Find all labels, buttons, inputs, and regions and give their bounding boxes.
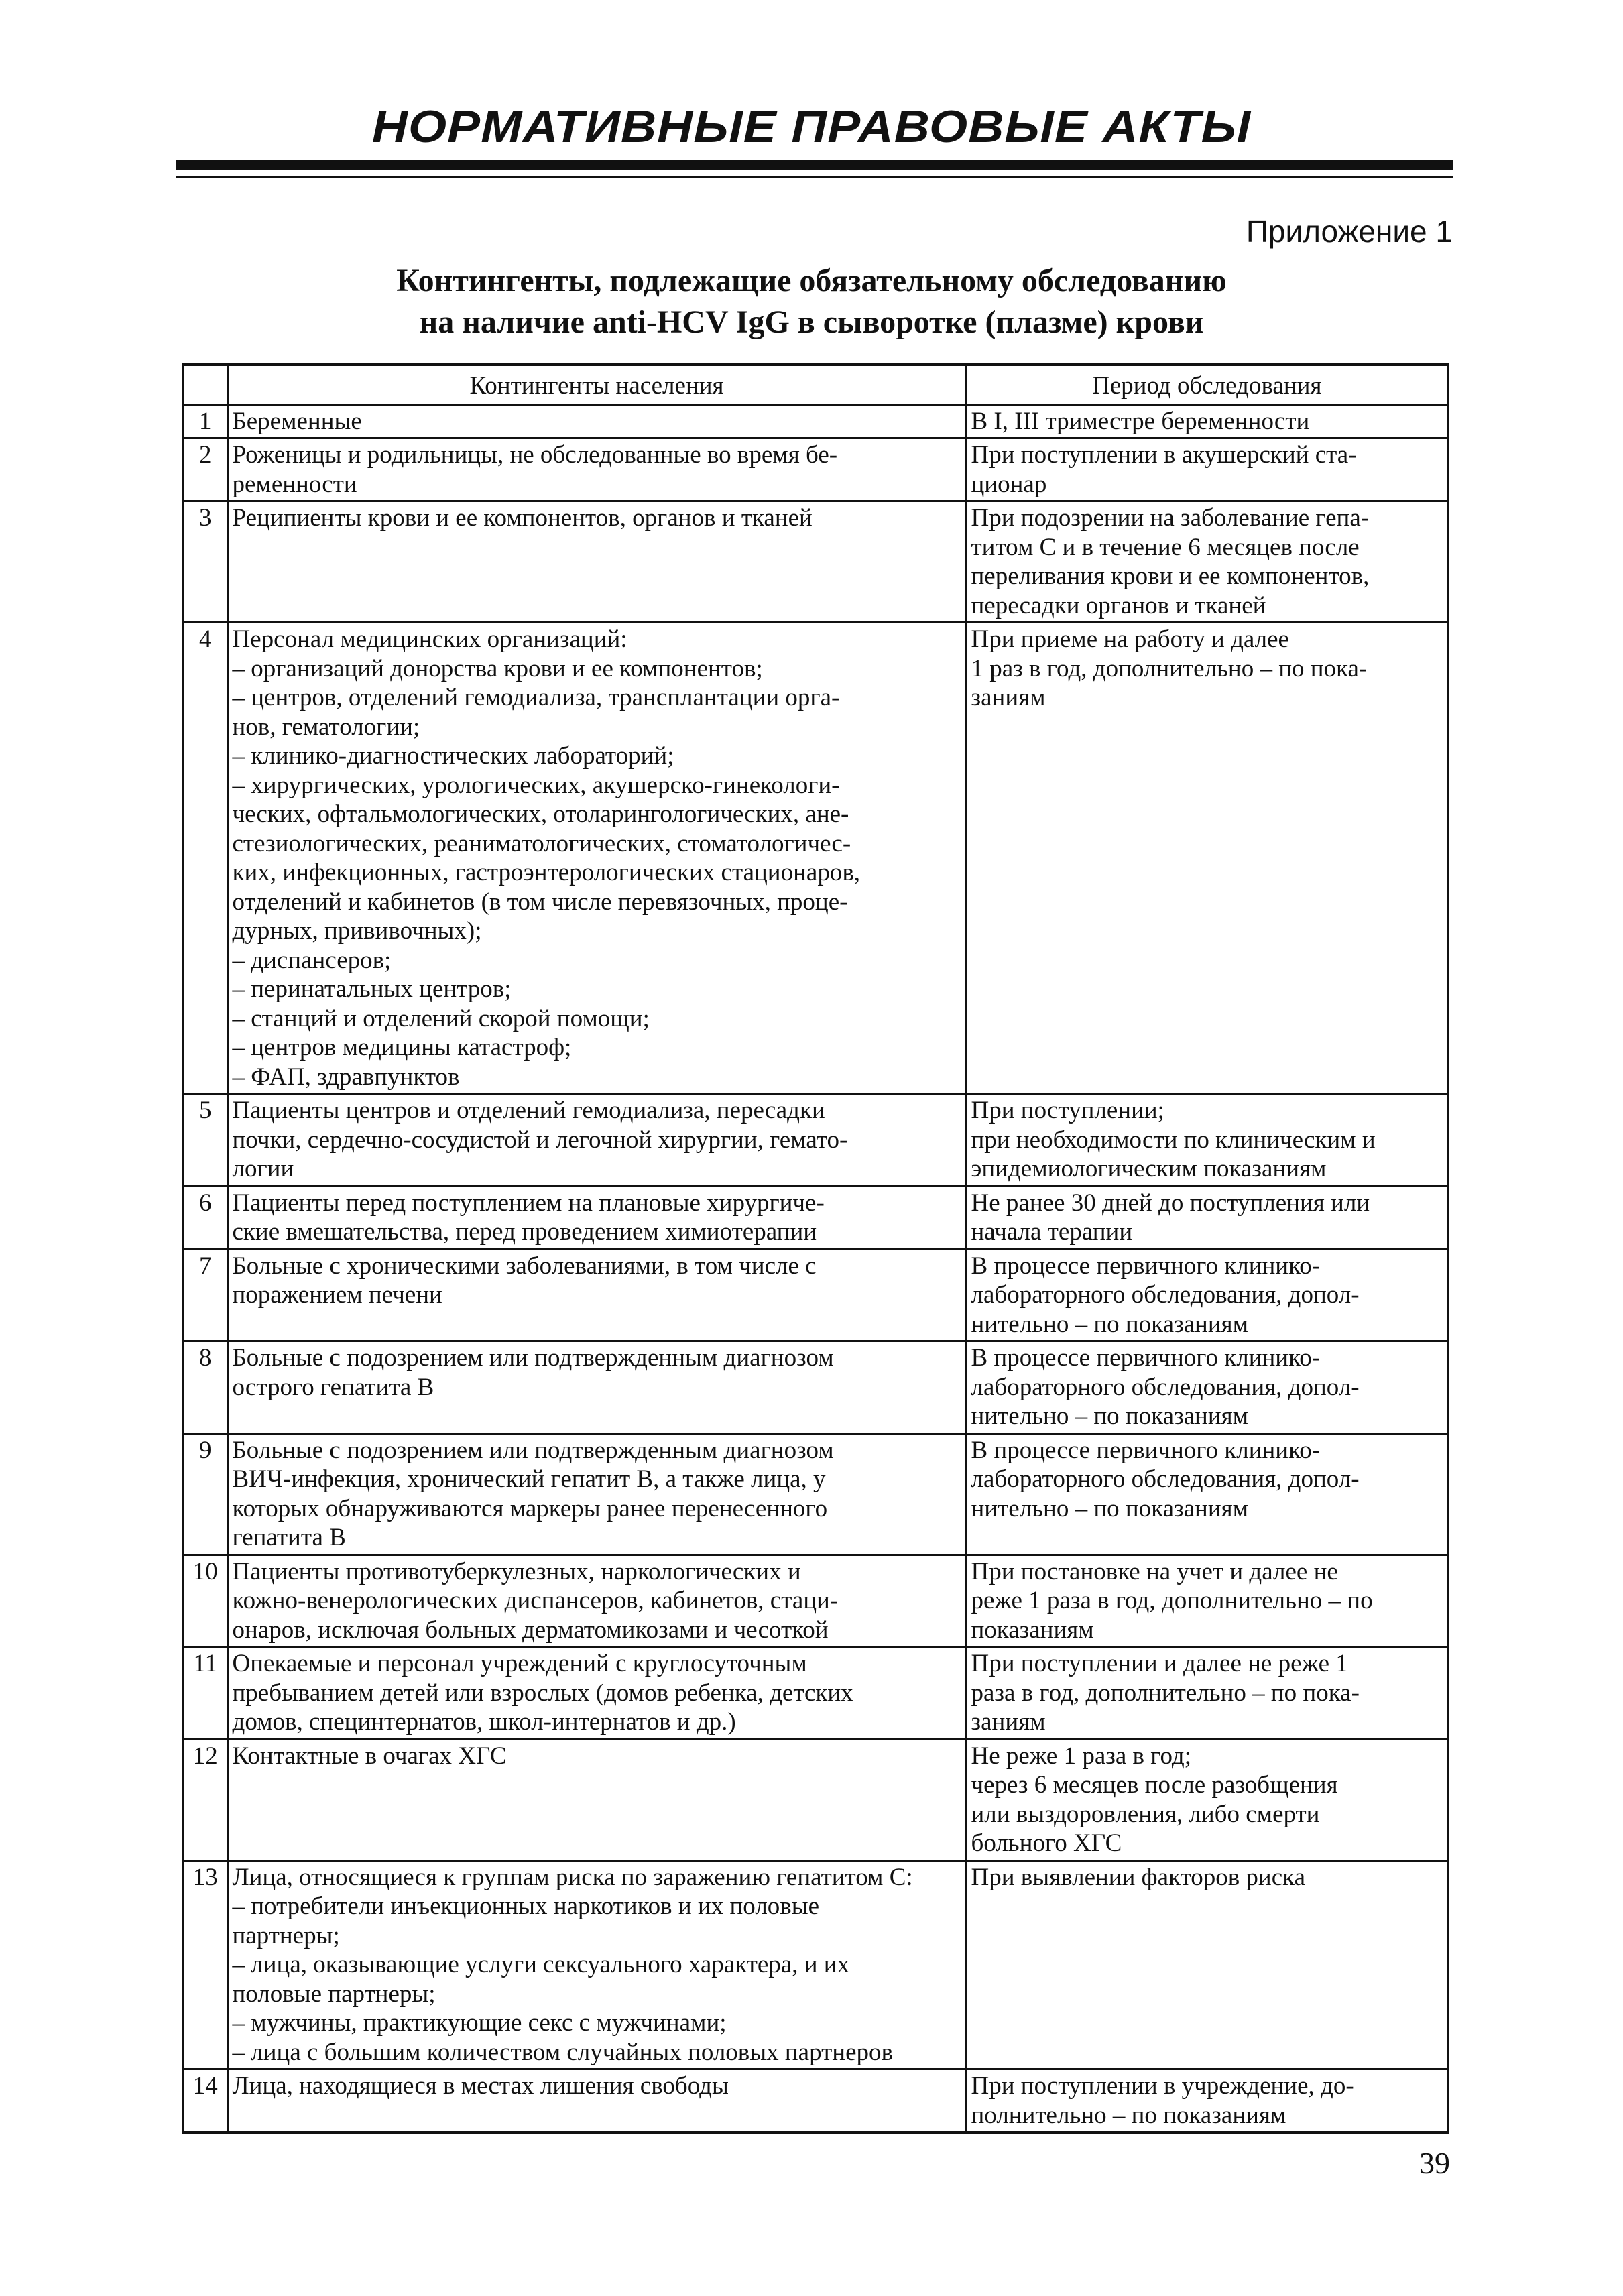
contingent-line: онаров, исключая больных дерматомикозами и чесоткой — [232, 1616, 829, 1644]
table-row — [183, 1341, 1448, 1434]
table-header-row — [183, 365, 1448, 404]
contingent-line: Больные с подозрением или подтвержденным диагнозом — [232, 1436, 834, 1464]
period-line: пересадки органов и тканей — [971, 591, 1266, 619]
contingent-line: Роженицы и родильницы, не обследованные во время бе- — [232, 441, 838, 469]
header-rule-thin — [176, 176, 1453, 178]
period-line: или выздоровления, либо смерти — [971, 1800, 1320, 1828]
contingent-cell — [227, 1186, 966, 1249]
contingent-line: отделений и кабинетов (в том числе перевязочных, проце- — [232, 888, 848, 916]
period-line: 1 раз в год, дополнительно – по пока- — [971, 654, 1368, 682]
period-line: лабораторного обследования, допол- — [971, 1373, 1360, 1401]
table-row — [183, 1555, 1448, 1647]
period-line: переливания крови и ее компонентов, — [971, 562, 1370, 590]
contingent-line: Реципиенты крови и ее компонентов, органов и тканей — [232, 504, 813, 532]
contingent-line: Лица, находящиеся в местах лишения свободы — [232, 2072, 729, 2100]
period-line: При выявлении факторов риска — [971, 1863, 1305, 1891]
contingent-line: ких, инфекционных, гастроэнтерологических стационаров, — [232, 859, 861, 886]
row-number: 10 — [183, 1555, 227, 1647]
contingent-line: домов, специнтернатов, школ-интернатов и др.) — [232, 1708, 736, 1736]
contingent-line: острого гепатита В — [232, 1373, 434, 1401]
contingent-line: пребыванием детей или взрослых (домов ребенка, детских — [232, 1679, 853, 1707]
contingent-line: Персонал медицинских организаций: — [232, 625, 627, 653]
contingent-line: – ФАП, здравпунктов — [232, 1063, 460, 1091]
contingent-line: которых обнаруживаются маркеры ранее перенесенного — [232, 1494, 828, 1522]
contingent-line: – центров, отделений гемодиализа, трансплантации орга- — [232, 684, 840, 711]
row-number: 2 — [183, 438, 227, 501]
row-number: 4 — [183, 623, 227, 1094]
contingent-line: стезиологических, реаниматологических, стоматологичес- — [232, 829, 851, 857]
document-title-line-2: на наличие anti-HCV IgG в сыворотке (плазме) крови — [419, 304, 1204, 340]
page-number: 39 — [1419, 2146, 1450, 2180]
contingent-line: кожно-венерологических диспансеров, кабинетов, стаци- — [232, 1587, 839, 1614]
period-line: При поступлении в акушерский ста- — [971, 441, 1357, 469]
contingent-line: ские вмешательства, перед проведением химиотерапии — [232, 1218, 817, 1246]
period-line: Не реже 1 раза в год; — [971, 1742, 1192, 1770]
period-cell — [966, 2069, 1448, 2133]
contingent-line: – клинико-диагностических лабораторий; — [232, 742, 674, 770]
contingent-cell — [227, 1555, 966, 1647]
contingent-cell — [227, 404, 966, 438]
period-cell — [966, 623, 1448, 1094]
period-line: В процессе первичного клинико- — [971, 1344, 1321, 1372]
contingents-table — [182, 363, 1449, 2134]
period-cell — [966, 404, 1448, 438]
contingent-line: гепатита В — [232, 1524, 346, 1551]
section-header-title: НОРМАТИВНЫЕ ПРАВОВЫЕ АКТЫ — [371, 101, 1252, 152]
period-line: заниям — [971, 1708, 1046, 1736]
table-body — [183, 404, 1448, 2132]
contingents-table-wrapper — [182, 363, 1447, 2134]
contingent-line: Пациенты перед поступлением на плановые хирургиче- — [232, 1189, 825, 1217]
contingent-line: – лица, оказывающие услуги сексуального характера, и их — [232, 1951, 850, 1978]
period-line: нительно – по показаниям — [971, 1494, 1249, 1522]
period-line: При подозрении на заболевание гепа- — [971, 504, 1370, 532]
contingent-cell — [227, 1249, 966, 1341]
period-line: больного ХГС — [971, 1829, 1122, 1857]
header-rule-thick — [176, 160, 1453, 170]
row-number: 13 — [183, 1860, 227, 2069]
contingent-line: Больные с хроническими заболеваниями, в том числе с — [232, 1252, 817, 1280]
contingent-line: Пациенты центров и отделений гемодиализа, пересадки — [232, 1097, 825, 1124]
period-line: При поступлении; — [971, 1097, 1164, 1124]
contingent-line: партнеры; — [232, 1921, 340, 1949]
contingent-line: Опекаемые и персонал учреждений с круглосуточным — [232, 1650, 807, 1677]
row-number: 8 — [183, 1341, 227, 1434]
table-row — [183, 1647, 1448, 1740]
contingent-cell — [227, 623, 966, 1094]
contingent-line: – хирургических, урологических, акушерско-гинекологи- — [232, 771, 840, 799]
table-row — [183, 623, 1448, 1094]
header-number — [183, 365, 227, 404]
period-cell — [966, 501, 1448, 623]
document-title-line-1: Контингенты, подлежащие обязательному обследованию — [396, 263, 1227, 298]
period-cell — [966, 438, 1448, 501]
table-row — [183, 1094, 1448, 1187]
period-line: через 6 месяцев после разобщения — [971, 1771, 1338, 1799]
table-row — [183, 2069, 1448, 2133]
contingent-line: Беременные — [232, 407, 362, 435]
period-cell — [966, 1739, 1448, 1860]
period-line: реже 1 раза в год, дополнительно – по — [971, 1587, 1373, 1614]
period-cell — [966, 1186, 1448, 1249]
contingent-cell — [227, 1433, 966, 1555]
period-line: Не ранее 30 дней до поступления или — [971, 1189, 1370, 1217]
contingent-cell — [227, 438, 966, 501]
period-cell — [966, 1433, 1448, 1555]
period-line: лабораторного обследования, допол- — [971, 1281, 1360, 1309]
period-line: начала терапии — [971, 1218, 1133, 1246]
row-number: 11 — [183, 1647, 227, 1740]
table-row — [183, 1249, 1448, 1341]
row-number: 5 — [183, 1094, 227, 1187]
row-number: 14 — [183, 2069, 227, 2133]
contingent-cell — [227, 2069, 966, 2133]
period-line: нительно – по показаниям — [971, 1310, 1249, 1338]
period-cell — [966, 1341, 1448, 1434]
contingent-cell — [227, 1860, 966, 2069]
contingent-line: – диспансеров; — [232, 946, 392, 974]
contingent-line: – перинатальных центров; — [232, 975, 512, 1003]
row-number: 6 — [183, 1186, 227, 1249]
period-line: при необходимости по клиническим и — [971, 1126, 1376, 1154]
contingent-cell — [227, 1647, 966, 1740]
period-line: При поступлении и далее не реже 1 — [971, 1650, 1348, 1677]
table-row — [183, 1860, 1448, 2069]
period-line: В процессе первичного клинико- — [971, 1252, 1321, 1280]
contingent-line: нов, гематологии; — [232, 713, 420, 741]
period-cell — [966, 1249, 1448, 1341]
contingent-line: – центров медицины катастроф; — [232, 1034, 572, 1061]
table-row — [183, 501, 1448, 623]
period-line: показаниям — [971, 1616, 1094, 1644]
period-line: полнительно – по показаниям — [971, 2101, 1286, 2129]
period-line: В I, III триместре беременности — [971, 407, 1310, 435]
contingent-line: – лица с большим количеством случайных половых партнеров — [232, 2038, 893, 2066]
contingent-line: Пациенты противотуберкулезных, наркологических и — [232, 1557, 801, 1585]
period-line: ционар — [971, 470, 1047, 498]
period-line: нительно – по показаниям — [971, 1402, 1249, 1430]
contingent-line: ВИЧ-инфекция, хронический гепатит В, а также лица, у — [232, 1465, 826, 1493]
period-cell — [966, 1860, 1448, 2069]
header-period: Период обследования — [966, 365, 1448, 404]
period-line: При поступлении в учреждение, до- — [971, 2072, 1354, 2100]
contingent-cell — [227, 1094, 966, 1187]
period-line: В процессе первичного клинико- — [971, 1436, 1321, 1464]
period-line: При постановке на учет и далее не — [971, 1557, 1338, 1585]
appendix-label: Приложение 1 — [1246, 214, 1453, 249]
contingent-line: ременности — [232, 470, 357, 498]
contingent-line: поражением печени — [232, 1281, 442, 1309]
contingent-line: логии — [232, 1155, 294, 1183]
table-row — [183, 438, 1448, 501]
contingent-line: половые партнеры; — [232, 1980, 436, 2008]
contingent-cell — [227, 1341, 966, 1434]
table-row — [183, 1186, 1448, 1249]
table-row — [183, 404, 1448, 438]
contingent-line: – потребители инъекционных наркотиков и их половые — [232, 1892, 820, 1920]
period-line: эпидемиологическим показаниям — [971, 1155, 1327, 1183]
contingent-line: дурных, прививочных); — [232, 917, 482, 945]
period-cell — [966, 1094, 1448, 1187]
period-line: титом С и в течение 6 месяцев после — [971, 533, 1360, 561]
table-row — [183, 1739, 1448, 1860]
row-number: 1 — [183, 404, 227, 438]
row-number: 7 — [183, 1249, 227, 1341]
period-line: При приеме на работу и далее — [971, 625, 1289, 653]
row-number: 9 — [183, 1433, 227, 1555]
row-number: 3 — [183, 501, 227, 623]
contingent-line: ческих, офтальмологических, отоларингологических, ане- — [232, 800, 849, 828]
contingent-cell — [227, 1739, 966, 1860]
contingent-line: Лица, относящиеся к группам риска по заражению гепатитом С: — [232, 1863, 913, 1891]
contingent-line: почки, сердечно-сосудистой и легочной хирургии, гемато- — [232, 1126, 848, 1154]
period-cell — [966, 1555, 1448, 1647]
contingent-cell — [227, 501, 966, 623]
contingent-line: – мужчины, практикующие секс с мужчинами; — [232, 2009, 727, 2037]
document-title — [0, 260, 1623, 343]
contingent-line: – станций и отделений скорой помощи; — [232, 1004, 650, 1032]
period-line: раза в год, дополнительно – по пока- — [971, 1679, 1360, 1707]
contingent-line: Больные с подозрением или подтвержденным диагнозом — [232, 1344, 834, 1372]
period-line: заниям — [971, 684, 1046, 711]
row-number: 12 — [183, 1739, 227, 1860]
period-cell — [966, 1647, 1448, 1740]
period-line: лабораторного обследования, допол- — [971, 1465, 1360, 1493]
contingent-line: – организаций донорства крови и ее компонентов; — [232, 654, 763, 682]
table-row — [183, 1433, 1448, 1555]
header-contingents: Контингенты населения — [227, 365, 966, 404]
contingent-line: Контактные в очагах ХГС — [232, 1742, 507, 1770]
